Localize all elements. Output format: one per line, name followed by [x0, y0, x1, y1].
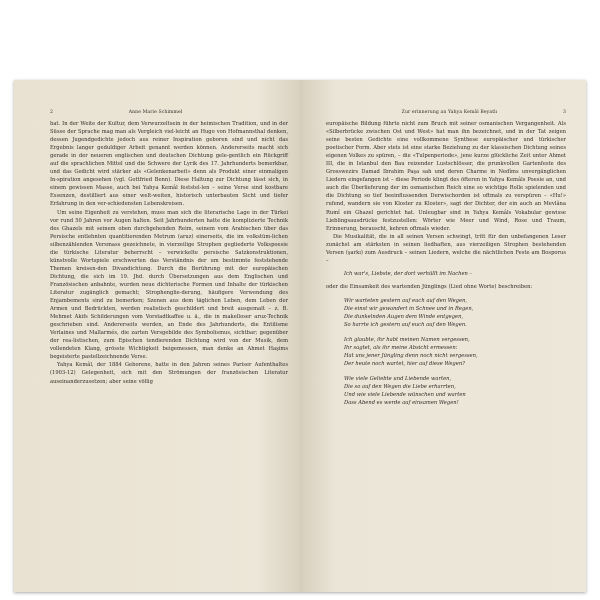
right-paragraph-1: europäische Bildung führte nicht zum Bruch mit seiner osmanischen Vergangenheit. Als «Silberbrücke zwischen Ost und West» hat man ihn bezeichnet, und in der Tat zeigen seine besten Gedichte eine vollkommene Synthese europäischer und türkischer poetischer Form. Aber stets ist eine starke Beziehung zu der klassischen Dichtung seines eigenen Volkes zu spüren, – die «Tulpenperiode», jene kurze glückliche Zeit unter Ahmet III, die in Istanbul den Bau reizender Lustschlösser, die prunkvollen Gartenfeste des Grosswezirs Damad Ibrahim Paşa sah und deren Charme in Nedîms unvergänglichen Liedern eingefangen ist – diese Periode klingt des öfteren in Yahya Kemâls Poesie an, und auch die Überlieferung der im osmanischen Reich eine so wichtige Rolle spielenden und die Dichtung so tief beeinflussenden Derwischorden ist oftmals zu verspüren – «Hu!» rufend, wandern sie von Kloster zu Kloster», sagt der Dichter, der ein auch an Mevlâna Rumî ein Ghazel gerichtet hat. Unleugbar sind in Yahya Kemâls Vokabular gewisse Lieblingsausdrücke festzustellen: Wörter wie Meer und Wind, Rose und Traum, Erinnerung, berauscht, kehren oftmals wieder.: [326, 121, 566, 232]
right-page-body: [326, 120, 566, 408]
right-paragraph-2: Die Musikalität, die in all seinen Versen schwingt, tritt für den unbefangenen Leser zunächst am stärksten in seinen liedhaften, aus vierzeiligen Strophen bestehenden Versen (şarkı) zum Ausdruck – seinen Liedern, welche die nächtlichen Feste am Bosporus –: [326, 233, 566, 264]
right-bridge-text: oder die Einsamkeit des wartenden Jünglings (Lied ohne Worte) beschreiben:: [326, 283, 533, 290]
poem-stanza-2: [344, 336, 566, 368]
poem-line: Hat uns jener Jüngling denn noch nicht vergessen,: [344, 353, 478, 360]
poem-line: Ich glaubte, ihr habt meinen Namen vergessen,: [344, 337, 470, 344]
poem-line: Die einst wir gewandert in Schnee und in Regen,: [344, 305, 474, 312]
poem-line: Wir warteten gestern auf euch auf den Wegen,: [344, 297, 468, 304]
poem-line: Ihr sagtet, als ihr meine Absicht ermessen:: [344, 345, 458, 352]
poem: [344, 297, 566, 408]
right-page: [300, 80, 586, 592]
poem-line: Und wie viele Liebende wünschen und warten: [344, 392, 466, 399]
right-running-header: [326, 110, 566, 115]
poem-line: So harrte ich gestern auf euch auf den Wegen.: [344, 322, 467, 329]
right-running-head: Zur erinnerung an Yahya Kemâl Beyatlı: [401, 110, 498, 115]
poem-line: Dass Abend es werde auf einsamen Wegen!: [344, 400, 459, 407]
left-page-number: 2: [50, 110, 54, 115]
quoted-verse-line: Ich war's, Liebste, der dort verhüllt im Nachen –: [344, 270, 473, 277]
left-page: [14, 80, 300, 592]
poem-line: Die dunkelnden Augen dem Winde entgegen,: [344, 314, 464, 321]
poem-line: Der heute noch wartet, hier auf diese Wegen?: [344, 361, 465, 368]
left-paragraph-3: Yahya Kemâl, der 1884 Geborene, hatte in den Jahren seines Pariser Aufenthaltes (1903-12) Gelegenheit, sich mit den Strömungen der französischen Literatur auseinanderzusetzen; aber seine völlig: [50, 362, 288, 385]
left-paragraph-2: Um seine Eigenheit zu verstehen, muss man sich die literarische Lage in der Türkei vor rund 50 Jahren vor Augen halten. Seit Jahrhunderten hatte die komplizierte Technik des Ghazels mit seinem oben durchgehenden Reim, seinem vom Arabischen über das Persische entlehnten quantitierenden Metrum (aruz) einerseits, die im volkstüm-lichen silbenzählenden Versmass gezeichnete, in vierzeilige Strophen gegliederte Volkspoesie die türkische Literatur beherrscht – verwickelte persische Satzkonstruktionen, künstvolle Wortspiele erschwerten das Verständnis der um bestimmte feststehende Themen kreisen-den Divandichtung. Durch die Berührung mit der europäischen Dichtung, die sich im 19. Jhd. durch Übersetzungen aus dem Englischen und Französischen anbahnte, wurden neue dichterische Formen und Inhalte der türkischen Literatur zugänglich gemacht; Strophenglie-derung, häufigere Verwendung des Enjambements sind zu bemerken; Szenen aus dem täglichen Leben, dem Leben der Armen und Bedrückten, werden realistisch geschildert und breit ausgemalt – z. B. Mehmet Akifs Schilderungen vom Vorstadtkaffee u. ä., die in makelloser aruz-Technik geschrieben sind. Andererseits werden, an Ende des Jahrhunderts, die Entilisme Verlaines und Mallarmés, die zarten Versgebilde des Symbolismus, sichtbar; gegenüber der rea-listischen, zum Epischen tendierenden Dichtung wird von der Musik, dem vollendeten Klang, grösste Wichtigkeit beigemessen, man denke an Ahmet Haşims begeisterte pastellzeichnende Verse.: [50, 209, 288, 361]
poem-stanza-3: [344, 375, 566, 407]
poem-line: Wie viele Geliebte und Liebende warten,: [344, 376, 452, 383]
left-running-head: Anne Marie Schimmel: [128, 110, 183, 115]
left-running-header: [50, 110, 288, 115]
poem-line: Die so auf den Wegen die Liebe erharrten,: [344, 384, 456, 391]
left-page-body: [50, 120, 288, 386]
right-page-number: 3: [562, 110, 566, 115]
poem-stanza-1: [344, 297, 566, 329]
left-paragraph-1: hat. In der Weite der Kultur, dem Verwurzeltsein in der heimischen Tradition, und in der Süsse der Sprache mag man als Vergleich viel-leicht an Hugo von Hofmannsthal denken, dessen Jugendgedichte jedoch aus reiner Inspiration geboren sind und nicht das Ergebnis langer geduldiger Arbeit genannt werden können. Andererseits macht sich gerade in der neueren englischen und deutschen Dichtung gele-gentlich ein Rückgriff auf die sprachlichen Mittel und die Schwere der Lyrik des 17. Jahrhunderts bemerkbar, und das Gedicht wird stärker als «Gelenkenarbeit» denn als Produkt einer einmaligen In-spiration angesehen (vgl. Gottfried Benn). Diese Haltung zur Dichtung lässt sich, in einem gewissen Masse, auch bei Yahya Kemâl feststel-len – seine Verse sind kostbare Essenzen, destilliert aus einer welt-weiten, historisch unterbauten Sicht und tiefer Erfahrung in den ver-schiedensten Lebenskreisen.: [50, 121, 288, 208]
book-spread: [14, 80, 586, 592]
